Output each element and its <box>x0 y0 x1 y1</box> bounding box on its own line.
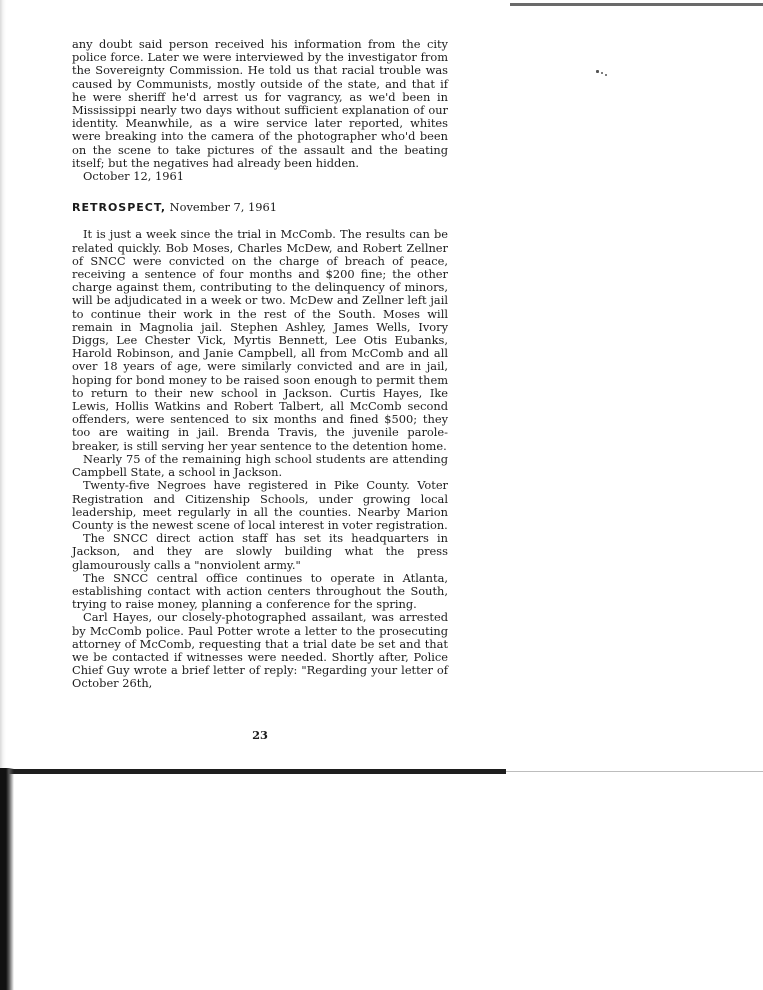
paragraph-direct-action: The SNCC direct action staff has set its headquarters in Jackson, and they are slowly building what the press glamourously calls a "nonviolent army." <box>72 531 448 572</box>
paragraph-students: Nearly 75 of the remaining high school students are attending Campbell State, a school in Jackson. <box>72 451 448 480</box>
page-body <box>72 38 448 691</box>
scan-speck <box>596 70 610 76</box>
scan-bottom-bar <box>8 769 506 774</box>
page-number: 23 <box>252 728 268 742</box>
paragraph-registration: Twenty-five Negroes have registered in Pike County. Voter Registration and Citizenship Schools, under growing local leadership, meet regularly in all the counties. Nearby Marion County is the newest scene of local interest in voter registration. <box>72 478 448 532</box>
opening-paragraph: any doubt said person received his information from the city police force. Later we were interviewed by the investigator from the Sovereignty Commission. He told us that racial trouble was caused by Communists, mostly outside of the state, and that if he were sheriff he'd arrest us for vagrancy, as we'd been in Mississippi nearly two days without sufficient explanation of our identity. Meanwhile, as a wire service later reported, whites were breaking into the camera of the photographer who'd been on the scene to take pictures of the assault and the beating itself; but the negatives had already been hidden. <box>72 37 448 170</box>
section-heading <box>72 201 448 214</box>
dateline: October 12, 1961 <box>83 169 184 184</box>
paragraph-carl-hayes: Carl Hayes, our closely-photographed assailant, was arrested by McComb police. Paul Potter wrote a letter to the prosecuting attorney of McComb, requesting that a trial date be set and that we be contacted if witnesses were needed. Shortly after, Police Chief Guy wrote a brief letter of reply: "Regarding your letter of October 26th, <box>72 610 448 691</box>
section-heading-word: RETROSPECT, <box>72 201 166 215</box>
scan-bottom-line <box>506 771 763 772</box>
section-heading-date: November 7, 1961 <box>169 200 278 215</box>
paragraph-trial-results: It is just a week since the trial in McComb. The results can be related quickly. Bob Moses, Charles McDew, and Robert Zellner of SNCC were convicted on the charge of breach of peace, receiving a sentence of four months and $200 fine; the other charge against them, contributing to the delinquency of minors, will be adjudicated in a week or two. McDew and Zellner left jail to continue their work in the rest of the South. Moses will remain in Magnolia jail. Stephen Ashley, James Wells, Ivory Diggs, Lee Chester Vick, Myrtis Bennett, Lee Otis Eubanks, Harold Robinson, and Janie Campbell, all from McComb and all over 18 years of age, were similarly convicted and are in jail, hoping for bond money to be raised soon enough to permit them to return to their new school in Jackson. Curtis Hayes, Ike Lewis, Hollis Watkins and Robert Talbert, all McComb second offenders, were sentenced to six months and fined $500; they too are waiting in jail. Brenda Travis, the juvenile parole-breaker, is still serving her year sentence to the detention home. <box>72 227 448 453</box>
binding-shadow <box>0 768 14 990</box>
scan-top-line <box>510 3 763 6</box>
paragraph-central-office: The SNCC central office continues to operate in Atlanta, establishing contact with action centers throughout the South, trying to raise money, planning a conference for the spring. <box>72 570 448 612</box>
